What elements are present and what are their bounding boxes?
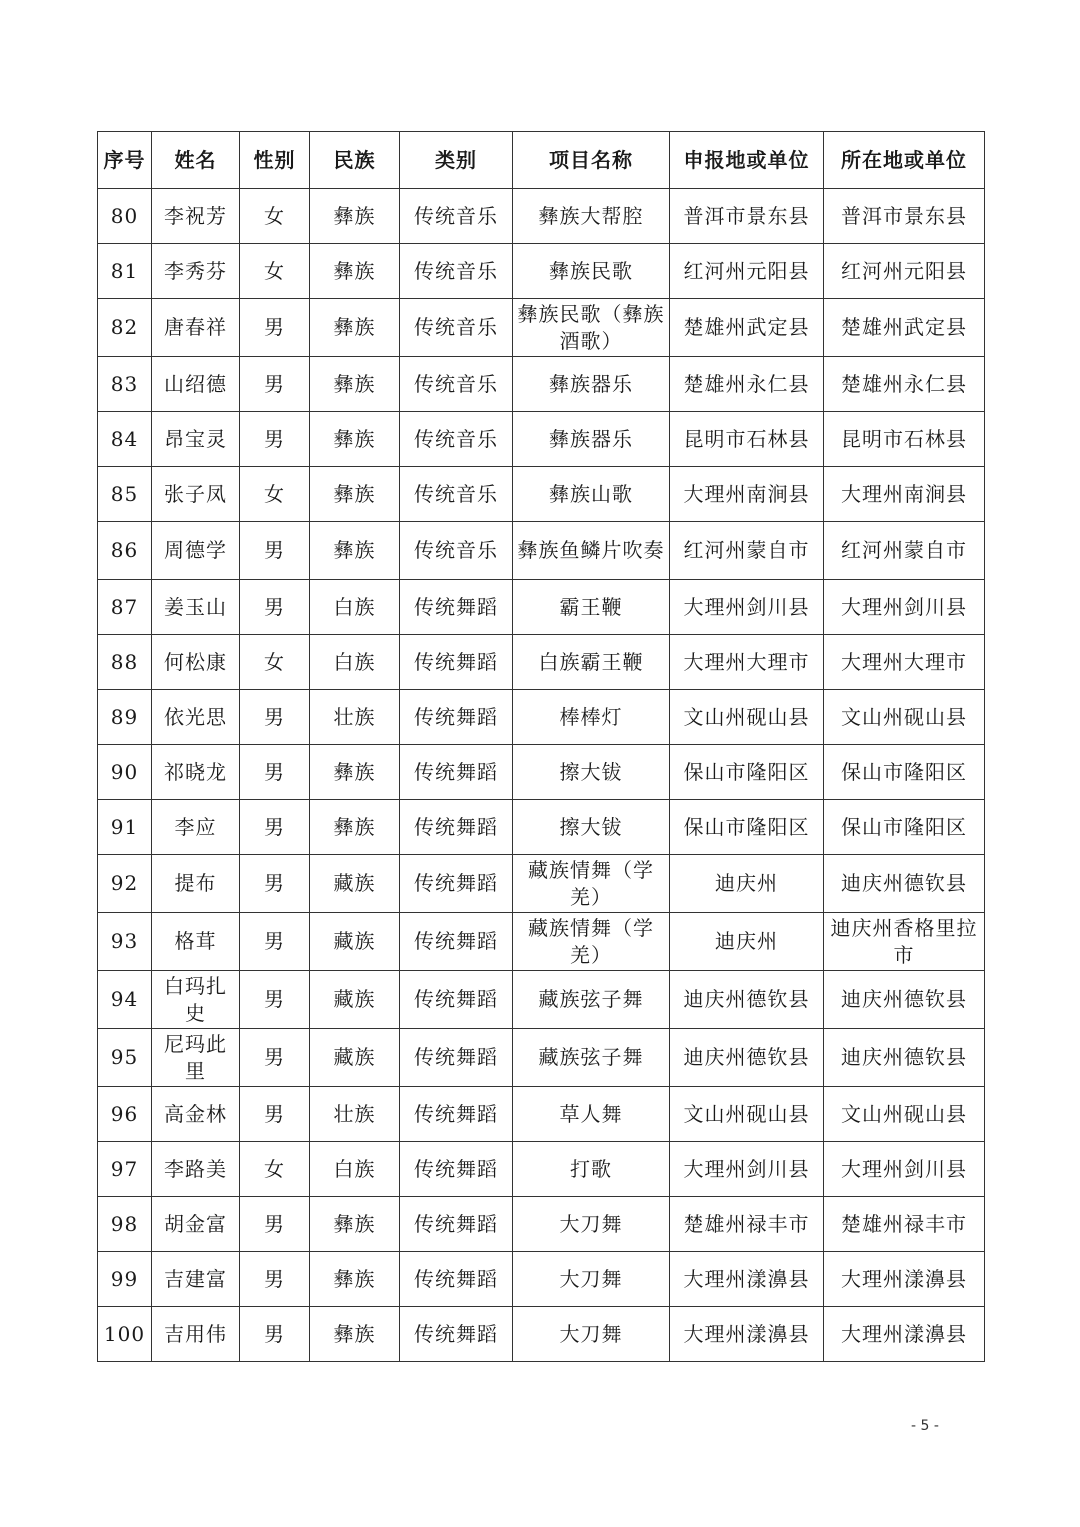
cell-gender: 男 (240, 800, 310, 855)
cell-category: 传统舞蹈 (400, 1197, 513, 1252)
cell-category: 传统音乐 (400, 412, 513, 467)
table-row (98, 580, 985, 635)
cell-location: 文山州砚山县 (824, 690, 985, 745)
cell-category: 传统舞蹈 (400, 800, 513, 855)
cell-no: 92 (98, 855, 152, 913)
table-row (98, 800, 985, 855)
cell-gender: 男 (240, 299, 310, 357)
cell-applicant: 大理州漾濞县 (670, 1252, 824, 1307)
cell-project: 擦大钹 (513, 800, 670, 855)
cell-name: 张子凤 (152, 467, 240, 522)
cell-applicant: 大理州南涧县 (670, 467, 824, 522)
cell-category: 传统音乐 (400, 357, 513, 412)
table-row (98, 412, 985, 467)
cell-project: 棒棒灯 (513, 690, 670, 745)
cell-applicant: 迪庆州德钦县 (670, 1029, 824, 1087)
table-row (98, 1142, 985, 1197)
cell-ethnicity: 彝族 (310, 1307, 400, 1362)
cell-location: 大理州剑川县 (824, 1142, 985, 1197)
cell-gender: 男 (240, 913, 310, 971)
cell-applicant: 迪庆州 (670, 855, 824, 913)
inheritor-table (97, 131, 985, 1362)
table-header-row (98, 132, 985, 189)
header-no: 序号 (98, 132, 152, 189)
cell-gender: 男 (240, 357, 310, 412)
cell-location: 红河州蒙自市 (824, 522, 985, 580)
cell-ethnicity: 彝族 (310, 299, 400, 357)
table-row (98, 855, 985, 913)
cell-gender: 男 (240, 1087, 310, 1142)
table-row (98, 1087, 985, 1142)
cell-project: 大刀舞 (513, 1197, 670, 1252)
cell-gender: 男 (240, 1029, 310, 1087)
cell-category: 传统舞蹈 (400, 580, 513, 635)
cell-name: 吉建富 (152, 1252, 240, 1307)
table-row (98, 635, 985, 690)
cell-applicant: 昆明市石林县 (670, 412, 824, 467)
cell-gender: 女 (240, 635, 310, 690)
cell-name: 依光思 (152, 690, 240, 745)
table-row (98, 189, 985, 244)
cell-category: 传统音乐 (400, 244, 513, 299)
cell-category: 传统舞蹈 (400, 971, 513, 1029)
cell-no: 83 (98, 357, 152, 412)
cell-project: 彝族器乐 (513, 357, 670, 412)
cell-applicant: 红河州蒙自市 (670, 522, 824, 580)
cell-gender: 男 (240, 971, 310, 1029)
cell-location: 普洱市景东县 (824, 189, 985, 244)
cell-project: 大刀舞 (513, 1252, 670, 1307)
header-ethnicity: 民族 (310, 132, 400, 189)
cell-gender: 男 (240, 1252, 310, 1307)
cell-name: 李祝芳 (152, 189, 240, 244)
cell-name: 姜玉山 (152, 580, 240, 635)
cell-project: 大刀舞 (513, 1307, 670, 1362)
cell-no: 88 (98, 635, 152, 690)
cell-gender: 女 (240, 189, 310, 244)
cell-category: 传统舞蹈 (400, 1307, 513, 1362)
cell-project: 藏族情舞（学羌） (513, 855, 670, 913)
cell-applicant: 保山市隆阳区 (670, 800, 824, 855)
cell-no: 81 (98, 244, 152, 299)
cell-location: 保山市隆阳区 (824, 800, 985, 855)
cell-name: 昂宝灵 (152, 412, 240, 467)
table-row (98, 244, 985, 299)
cell-gender: 男 (240, 1307, 310, 1362)
cell-project: 彝族山歌 (513, 467, 670, 522)
cell-ethnicity: 彝族 (310, 522, 400, 580)
cell-name: 山绍德 (152, 357, 240, 412)
cell-no: 98 (98, 1197, 152, 1252)
cell-gender: 女 (240, 1142, 310, 1197)
cell-location: 迪庆州德钦县 (824, 1029, 985, 1087)
cell-ethnicity: 藏族 (310, 913, 400, 971)
cell-location: 大理州大理市 (824, 635, 985, 690)
cell-category: 传统舞蹈 (400, 1029, 513, 1087)
table-row (98, 467, 985, 522)
cell-location: 楚雄州武定县 (824, 299, 985, 357)
cell-ethnicity: 彝族 (310, 244, 400, 299)
cell-project: 藏族弦子舞 (513, 1029, 670, 1087)
cell-location: 昆明市石林县 (824, 412, 985, 467)
cell-no: 91 (98, 800, 152, 855)
cell-category: 传统音乐 (400, 522, 513, 580)
cell-project: 彝族鱼鳞片吹奏 (513, 522, 670, 580)
cell-ethnicity: 白族 (310, 635, 400, 690)
cell-no: 86 (98, 522, 152, 580)
table-row (98, 1029, 985, 1087)
cell-ethnicity: 藏族 (310, 855, 400, 913)
header-category: 类别 (400, 132, 513, 189)
cell-category: 传统舞蹈 (400, 913, 513, 971)
cell-name: 格茸 (152, 913, 240, 971)
cell-ethnicity: 彝族 (310, 467, 400, 522)
cell-no: 90 (98, 745, 152, 800)
cell-applicant: 楚雄州禄丰市 (670, 1197, 824, 1252)
cell-name: 胡金富 (152, 1197, 240, 1252)
cell-location: 大理州漾濞县 (824, 1307, 985, 1362)
cell-gender: 男 (240, 522, 310, 580)
cell-location: 迪庆州德钦县 (824, 971, 985, 1029)
cell-ethnicity: 壮族 (310, 690, 400, 745)
cell-ethnicity: 彝族 (310, 189, 400, 244)
cell-location: 文山州砚山县 (824, 1087, 985, 1142)
cell-gender: 男 (240, 412, 310, 467)
cell-ethnicity: 彝族 (310, 1197, 400, 1252)
cell-category: 传统舞蹈 (400, 1252, 513, 1307)
cell-location: 大理州漾濞县 (824, 1252, 985, 1307)
cell-category: 传统音乐 (400, 189, 513, 244)
cell-name: 提布 (152, 855, 240, 913)
cell-location: 保山市隆阳区 (824, 745, 985, 800)
cell-gender: 女 (240, 467, 310, 522)
cell-applicant: 普洱市景东县 (670, 189, 824, 244)
cell-category: 传统音乐 (400, 467, 513, 522)
cell-ethnicity: 彝族 (310, 1252, 400, 1307)
cell-applicant: 保山市隆阳区 (670, 745, 824, 800)
cell-ethnicity: 白族 (310, 1142, 400, 1197)
cell-applicant: 大理州剑川县 (670, 1142, 824, 1197)
cell-applicant: 楚雄州永仁县 (670, 357, 824, 412)
table-row (98, 971, 985, 1029)
cell-ethnicity: 彝族 (310, 412, 400, 467)
cell-applicant: 大理州剑川县 (670, 580, 824, 635)
header-name: 姓名 (152, 132, 240, 189)
cell-no: 94 (98, 971, 152, 1029)
cell-applicant: 大理州漾濞县 (670, 1307, 824, 1362)
cell-project: 打歌 (513, 1142, 670, 1197)
cell-location: 楚雄州禄丰市 (824, 1197, 985, 1252)
table-row (98, 357, 985, 412)
table-row (98, 690, 985, 745)
cell-category: 传统舞蹈 (400, 1142, 513, 1197)
cell-no: 97 (98, 1142, 152, 1197)
cell-name: 祁晓龙 (152, 745, 240, 800)
cell-gender: 男 (240, 745, 310, 800)
cell-ethnicity: 彝族 (310, 357, 400, 412)
cell-name: 高金林 (152, 1087, 240, 1142)
cell-project: 彝族器乐 (513, 412, 670, 467)
cell-gender: 女 (240, 244, 310, 299)
cell-category: 传统音乐 (400, 299, 513, 357)
cell-name: 李应 (152, 800, 240, 855)
cell-no: 99 (98, 1252, 152, 1307)
cell-location: 楚雄州永仁县 (824, 357, 985, 412)
cell-name: 白玛扎史 (152, 971, 240, 1029)
cell-project: 霸王鞭 (513, 580, 670, 635)
cell-location: 迪庆州德钦县 (824, 855, 985, 913)
cell-project: 白族霸王鞭 (513, 635, 670, 690)
cell-gender: 男 (240, 855, 310, 913)
cell-name: 唐春祥 (152, 299, 240, 357)
cell-ethnicity: 藏族 (310, 1029, 400, 1087)
cell-ethnicity: 彝族 (310, 800, 400, 855)
cell-name: 尼玛此里 (152, 1029, 240, 1087)
table-row (98, 745, 985, 800)
table-row (98, 913, 985, 971)
cell-category: 传统舞蹈 (400, 690, 513, 745)
cell-project: 藏族弦子舞 (513, 971, 670, 1029)
cell-no: 95 (98, 1029, 152, 1087)
header-project: 项目名称 (513, 132, 670, 189)
cell-location: 迪庆州香格里拉市 (824, 913, 985, 971)
cell-name: 吉用伟 (152, 1307, 240, 1362)
cell-applicant: 楚雄州武定县 (670, 299, 824, 357)
table-row (98, 1197, 985, 1252)
cell-project: 彝族民歌（彝族酒歌） (513, 299, 670, 357)
cell-category: 传统舞蹈 (400, 855, 513, 913)
page-number: - 5 - (911, 1418, 939, 1434)
cell-applicant: 文山州砚山县 (670, 1087, 824, 1142)
header-gender: 性别 (240, 132, 310, 189)
cell-applicant: 迪庆州 (670, 913, 824, 971)
cell-ethnicity: 白族 (310, 580, 400, 635)
cell-gender: 男 (240, 580, 310, 635)
cell-name: 何松康 (152, 635, 240, 690)
cell-project: 擦大钹 (513, 745, 670, 800)
table-row (98, 299, 985, 357)
cell-location: 大理州剑川县 (824, 580, 985, 635)
cell-category: 传统舞蹈 (400, 635, 513, 690)
cell-project: 藏族情舞（学羌） (513, 913, 670, 971)
cell-project: 草人舞 (513, 1087, 670, 1142)
cell-no: 84 (98, 412, 152, 467)
cell-applicant: 迪庆州德钦县 (670, 971, 824, 1029)
header-applicant: 申报地或单位 (670, 132, 824, 189)
cell-project: 彝族大帮腔 (513, 189, 670, 244)
table-body (98, 189, 985, 1362)
header-location: 所在地或单位 (824, 132, 985, 189)
cell-ethnicity: 藏族 (310, 971, 400, 1029)
cell-no: 87 (98, 580, 152, 635)
cell-no: 80 (98, 189, 152, 244)
cell-gender: 男 (240, 690, 310, 745)
cell-no: 100 (98, 1307, 152, 1362)
cell-name: 李秀芬 (152, 244, 240, 299)
cell-category: 传统舞蹈 (400, 745, 513, 800)
cell-no: 96 (98, 1087, 152, 1142)
cell-name: 周德学 (152, 522, 240, 580)
cell-category: 传统舞蹈 (400, 1087, 513, 1142)
table-row (98, 1307, 985, 1362)
table-row (98, 522, 985, 580)
cell-location: 大理州南涧县 (824, 467, 985, 522)
cell-applicant: 红河州元阳县 (670, 244, 824, 299)
cell-location: 红河州元阳县 (824, 244, 985, 299)
cell-no: 82 (98, 299, 152, 357)
cell-gender: 男 (240, 1197, 310, 1252)
cell-no: 85 (98, 467, 152, 522)
cell-no: 93 (98, 913, 152, 971)
cell-ethnicity: 壮族 (310, 1087, 400, 1142)
cell-name: 李路美 (152, 1142, 240, 1197)
cell-project: 彝族民歌 (513, 244, 670, 299)
cell-applicant: 大理州大理市 (670, 635, 824, 690)
cell-ethnicity: 彝族 (310, 745, 400, 800)
table-row (98, 1252, 985, 1307)
cell-applicant: 文山州砚山县 (670, 690, 824, 745)
cell-no: 89 (98, 690, 152, 745)
